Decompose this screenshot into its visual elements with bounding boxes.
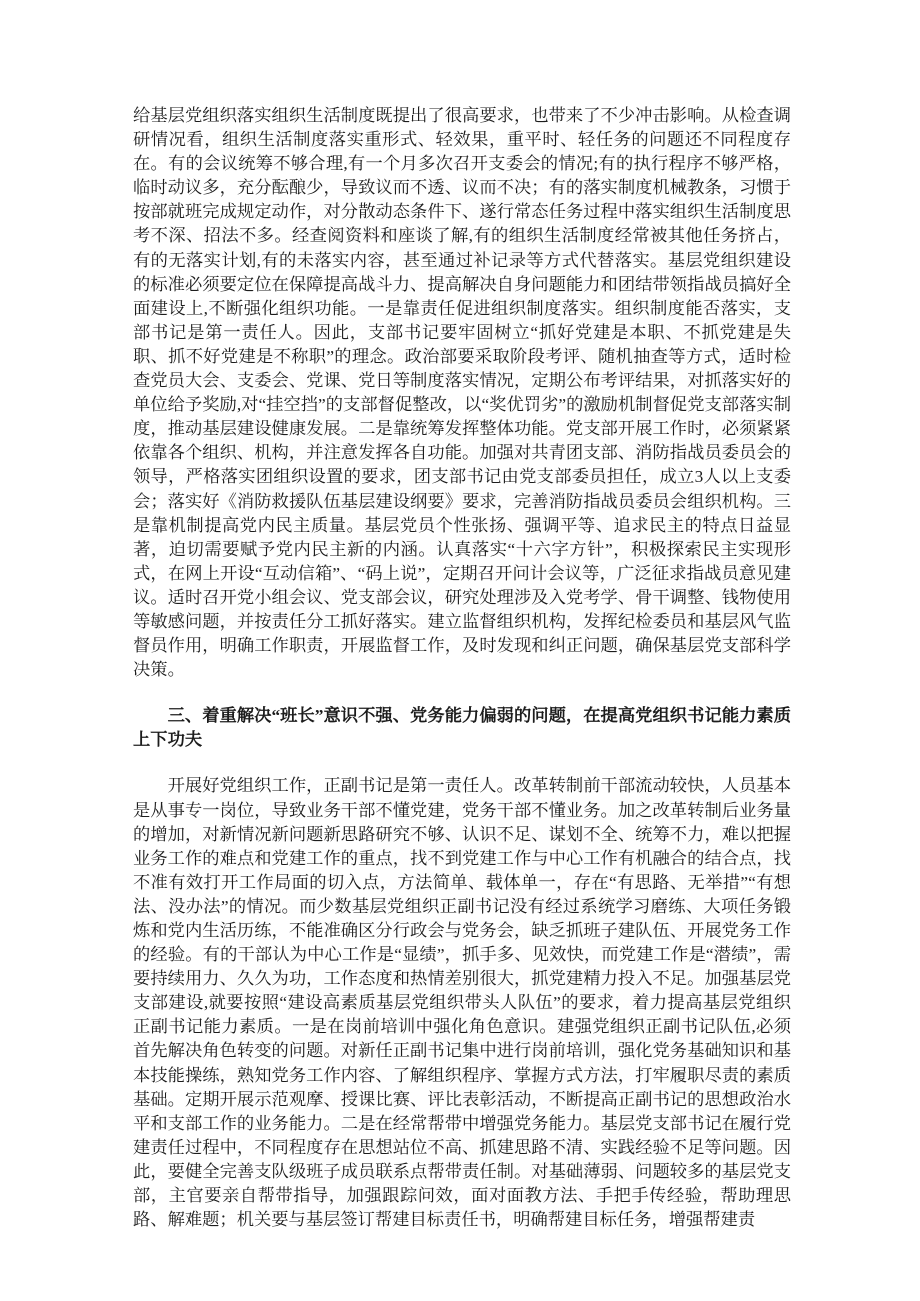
document-text-block [133,104,791,1232]
body-paragraph-continuation: 给基层党组织落实组织生活制度既提出了很高要求，也带来了不少冲击影响。从检查调研情况看，组织生活制度落实重形式、轻效果，重平时、轻任务的问题还不同程度存在。有的会议统筹不够合理,有一个月多次召开支委会的情况;有的执行程序不够严格，临时动议多，充分酝酿少，导致议而不透、议而不决；有的落实制度机械教条，习惯于按部就班完成规定动作，对分散动态条件下、遂行常态任务过程中落实组织生活制度思考不深、招法不多。经查阅资料和座谈了解,有的组织生活制度经常被其他任务挤占，有的无落实计划,有的未落实内容，甚至通过补记录等方式代替落实。基层党组织建设的标准必须要定位在保障提高战斗力、提高解决自身问题能力和团结带领指战员搞好全面建设上,不断强化组织功能。一是靠责任促进组织制度落实。组织制度能否落实，支部书记是第一责任人。因此，支部书记要牢固树立“抓好党建是本职、不抓党建是失职、抓不好党建是不称职”的理念。政治部要采取阶段考评、随机抽查等方式，适时检查党员大会、支委会、党课、党日等制度落实情况，定期公布考评结果，对抓落实好的单位给予奖励,对“挂空挡”的支部督促整改，以“奖优罚劣”的激励机制督促党支部落实制度，推动基层建设健康发展。二是靠统筹发挥整体功能。党支部开展工作时，必须紧紧依靠各个组织、机构，并注意发挥各自功能。加强对共青团支部、消防指战员委员会的领导，严格落实团组织设置的要求，团支部书记由党支部委员担任，成立3人以上支委会；落实好《消防救援队伍基层建设纲要》要求，完善消防指战员委员会组织机构。三是靠机制提高党内民主质量。基层党员个性张扬、强调平等、追求民主的特点日益显著，迫切需要赋予党内民主新的内涵。认真落实“十六字方针”，积极探索民主实现形式，在网上开设“互动信箱”、“码上说”，定期召开问计会议等，广泛征求指战员意见建议。适时召开党小组会议、党支部会议，研究处理涉及入党考学、骨干调整、钱物使用等敏感问题，并按责任分工抓好落实。建立监督组织机构，发挥纪检委员和基层风气监督员作用，明确工作职责，开展监督工作，及时发现和纠正问题，确保基层党支部科学决策。 [133,106,791,680]
section-heading: 三、着重解决“班长”意识不强、党务能力偏弱的问题，在提高党组织书记能力素质上下功夫 [133,706,791,750]
body-paragraph: 开展好党组织工作，正副书记是第一责任人。改革转制前干部流动较快，人员基本是从事专一岗位，导致业务干部不懂党建，党务干部不懂业务。加之改革转制后业务量的增加，对新情况新问题新思路研究不够、认识不足、谋划不全、统筹不力，难以把握业务工作的难点和党建工作的重点，找不到党建工作与中心工作有机融合的结合点，找不准有效打开工作局面的切入点，方法简单、载体单一，存在“有思路、无举措”“有想法、没办法”的情况。而少数基层党组织正副书记没有经过系统学习磨练、大项任务锻炼和党内生活历练，不能准确区分行政会与党务会，缺乏抓班子建队伍、开展党务工作的经验。有的干部认为中心工作是“显绩”，抓手多、见效快，而党建工作是“潜绩”，需要持续用力、久久为功，工作态度和热情差别很大，抓党建精力投入不足。加强基层党支部建设,就要按照“建设高素质基层党组织带头人队伍”的要求，着力提高基层党组织正副书记能力素质。一是在岗前培训中强化角色意识。建强党组织正副书记队伍,必须首先解决角色转变的问题。对新任正副书记集中进行岗前培训，强化党务基础知识和基本技能操练，熟知党务工作内容、了解组织程序、掌握方式方法，打牢履职尽责的素质基础。定期开展示范观摩、授课比赛、评比表彰活动，不断提高正副书记的思想政治水平和支部工作的业务能力。二是在经常帮带中增强党务能力。基层党支部书记在履行党建责任过程中，不同程度存在思想站位不高、抓建思路不清、实践经验不足等问题。因此，要健全完善支队级班子成员联系点帮带责任制。对基础薄弱、问题较多的基层党支部，主官要亲自帮带指导，加强跟踪问效，面对面教方法、手把手传经验，帮助理思路、解难题；机关要与基层签订帮建目标责任书，明确帮建目标任务，增强帮建责 [133,776,791,1230]
